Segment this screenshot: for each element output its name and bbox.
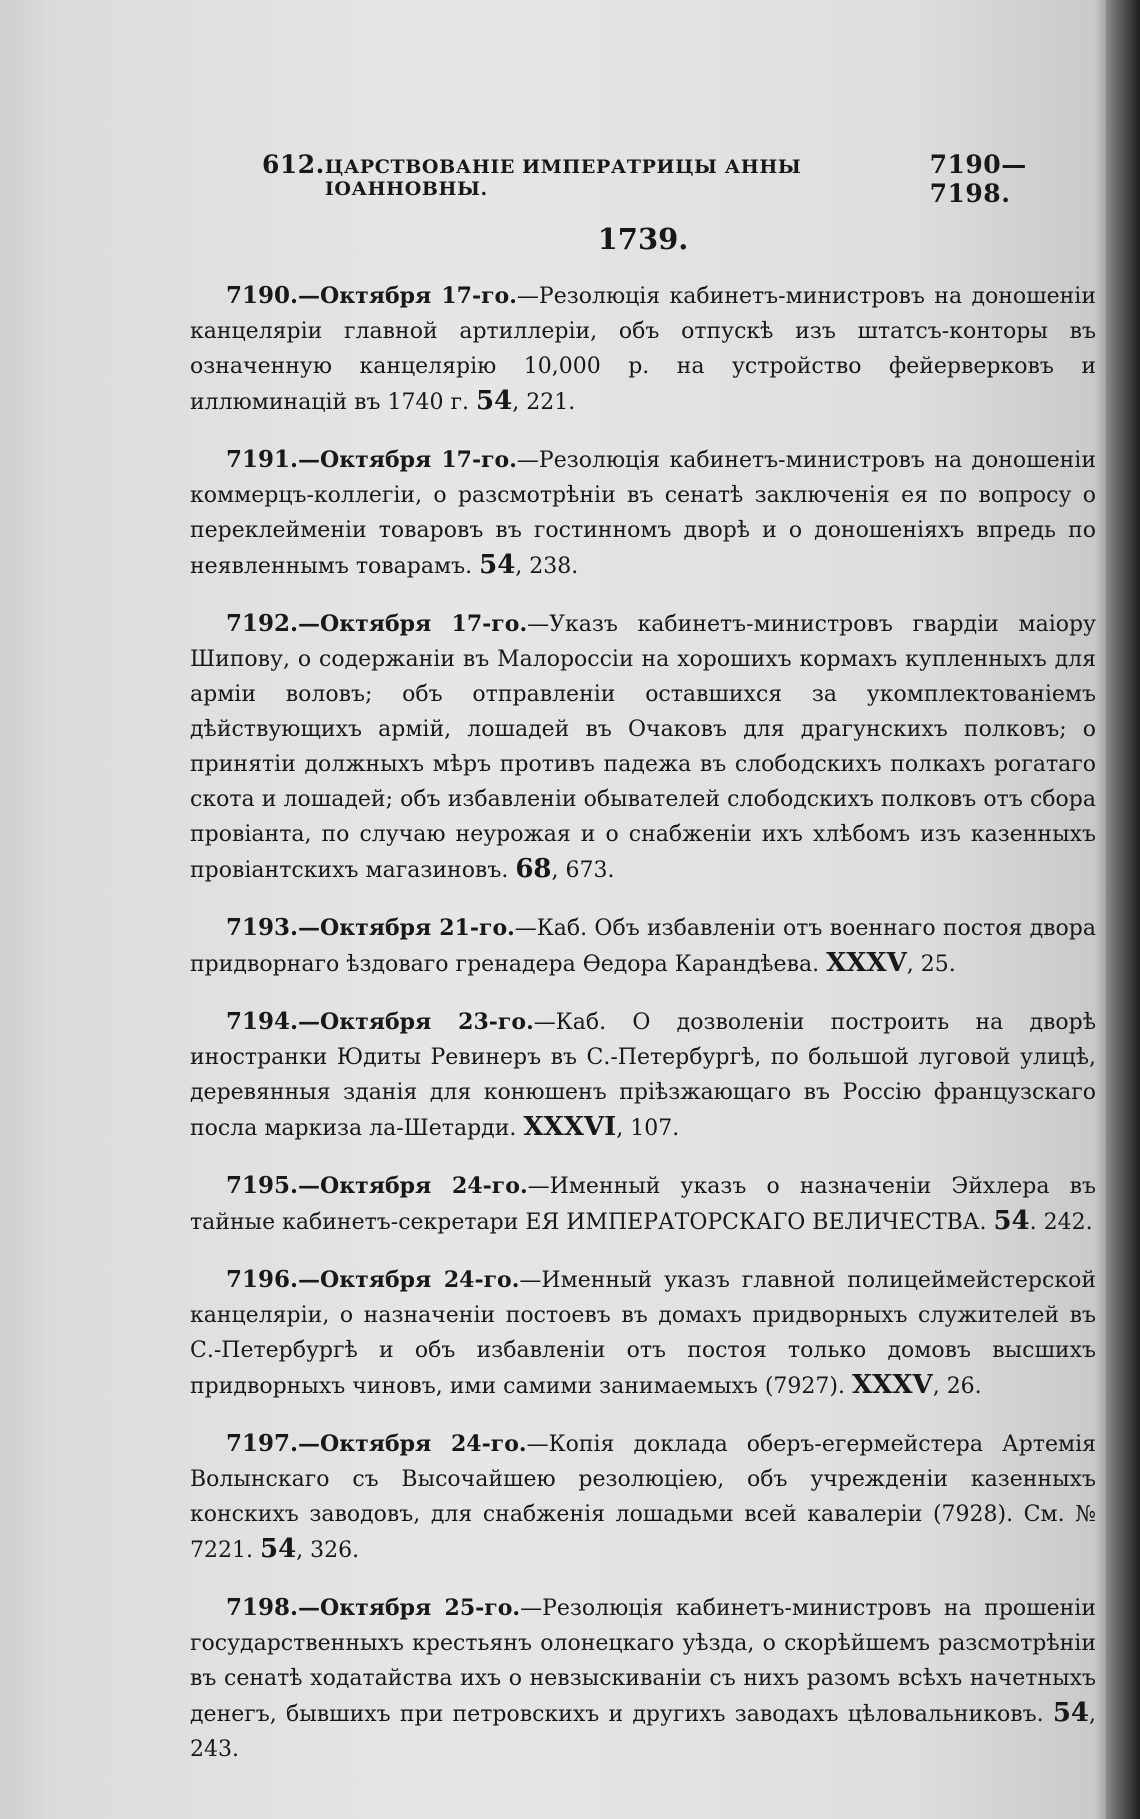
entry-7197 <box>190 1426 1096 1568</box>
entry-text: —Копія доклада оберъ-егермейстера Артемія Волынскаго съ Высочайшею резолюціею, объ учрежденіи казенныхъ конскихъ заводовъ, для снабженія лошадьми всей кавалеріи (7928). См. № 7221. <box>190 1432 1097 1563</box>
entry-date: —Октября 24-го. <box>298 1173 528 1199</box>
entry-volume-ref: 68 <box>515 854 552 884</box>
entry-7198 <box>190 1590 1096 1767</box>
entry-7193 <box>190 910 1096 982</box>
year-heading: 1739. <box>597 222 689 256</box>
entry-page-ref: , 238. <box>515 554 579 579</box>
entry-volume-ref: XXXV <box>826 948 907 978</box>
entry-volume-ref: 54 <box>1052 1698 1089 1728</box>
entry-7191 <box>190 442 1096 584</box>
entry-7196 <box>190 1262 1096 1404</box>
entry-range: 7190—7198. <box>929 150 1027 208</box>
entry-number: 7190. <box>226 282 299 309</box>
entry-volume-ref: 54 <box>259 1534 297 1564</box>
running-header <box>190 150 1096 208</box>
entry-date: —Октября 24-го. <box>298 1267 520 1293</box>
entry-date: —Октября 17-го. <box>298 611 528 637</box>
entry-page-ref: , 673. <box>551 858 615 883</box>
entry-date: —Октября 23-го. <box>298 1009 534 1035</box>
entry-page-ref: , 326. <box>296 1538 360 1563</box>
entry-page-ref: , 26. <box>932 1374 982 1399</box>
entry-date: —Октября 21-го. <box>298 915 515 941</box>
entry-number: 7194. <box>226 1008 299 1035</box>
entry-volume-ref: XXXVI <box>523 1112 617 1142</box>
entry-text: —Именный указъ главной полицеймейстерской канцеляріи, о назначеніи постоевъ въ домахъ придворныхъ служителей въ С.-Петербургѣ и объ избавленіи отъ постоя только домовъ высшихъ придворныхъ чиновъ, ими самими занимаемыхъ (7927). <box>190 1268 1096 1399</box>
entry-text: —Резолюція кабинетъ-министровъ на доношеніи коммерцъ-коллегіи, о разсмотрѣніи въ сенатѣ заключенія ея по вопросу о переклейменіи товаровъ въ гостинномъ дворѣ и о доношеніяхъ впредь по неявленнымъ товарамъ. <box>190 448 1097 579</box>
entry-volume-ref: XXXV <box>852 1370 933 1400</box>
entry-7190 <box>190 278 1096 420</box>
entry-number: 7196. <box>226 1266 299 1293</box>
entry-7194 <box>190 1004 1096 1146</box>
entry-page-ref: , 107. <box>616 1116 680 1141</box>
entry-number: 7197. <box>226 1430 299 1457</box>
entry-text: —Резолюція кабинетъ-министровъ на доношеніи канцеляріи главной артиллеріи, объ отпускѣ изъ штатсъ-конторы въ означенную канцелярію 10,000 р. на устройство фейерверковъ и иллюминацій въ 1740 г. <box>190 284 1097 415</box>
entry-number: 7192. <box>226 610 299 637</box>
entry-text: —Указъ кабинетъ-министровъ гвардіи маіору Шипову, о содержаніи въ Малороссіи на хорошихъ кормахъ купленныхъ для арміи воловъ; объ отправленіи оставшихся за укомплектованіемъ дѣйствующихъ армій, лошадей въ Очаковъ для драгунскихъ полковъ; о принятіи должныхъ мѣръ противъ падежа въ слободскихъ полкахъ рогатаго скота и лошадей; объ избавленіи обывателей слободскихъ полковъ отъ сбора провіанта, по случаю неурожая и о снабженіи ихъ хлѣбомъ изъ казенныхъ провіантскихъ магазиновъ. <box>190 612 1096 883</box>
entry-date: —Октября 24-го. <box>298 1431 527 1457</box>
page-content <box>190 150 1096 1789</box>
entry-text: —Резолюція кабинетъ-министровъ на прошеніи государственныхъ крестьянъ олонецкаго уѣзда, о скорѣйшемъ разсмотрѣніи въ сенатѣ ходатайства ихъ о невзыскиваніи съ нихъ разомъ всѣхъ начетныхъ денегъ, бывшихъ при петровскихъ и другихъ заводахъ цѣловальниковъ. <box>190 1596 1096 1727</box>
entry-volume-ref: 54 <box>993 1206 1030 1236</box>
entry-number: 7191. <box>226 446 299 473</box>
page-number: 612. <box>262 150 325 179</box>
entry-number: 7195. <box>226 1172 299 1199</box>
entry-date: —Октября 17-го. <box>298 283 517 309</box>
entry-volume-ref: 54 <box>479 550 516 580</box>
entry-date: —Октября 25-го. <box>298 1595 521 1621</box>
entry-7195 <box>190 1168 1096 1240</box>
entry-page-ref: , 25. <box>906 952 956 977</box>
entries-list <box>190 278 1096 1767</box>
entry-date: —Октября 17-го. <box>298 447 517 473</box>
entry-page-ref: , 221. <box>512 390 576 415</box>
entry-text: —Каб. О дозволеніи построить на дворѣ иностранки Юдиты Ревинеръ въ С.-Петербургѣ, по большой луговой улицѣ, деревянныя зданія для конюшенъ пріѣзжающаго въ Россію французскаго посла маркиза ла-Шетарди. <box>190 1010 1096 1141</box>
page-edge-shadow <box>1106 0 1140 1819</box>
entry-volume-ref: 54 <box>476 386 513 416</box>
entry-number: 7193. <box>226 914 299 941</box>
entry-text: —Именный указъ о назначеніи Эйхлера въ тайные кабинетъ-секретари ЕЯ ИМПЕРАТОРСКАГО ВЕЛИЧЕСТВА. <box>190 1174 1096 1235</box>
entry-7192 <box>190 606 1096 888</box>
entry-number: 7198. <box>226 1594 299 1621</box>
entry-page-ref: . 242. <box>1029 1210 1093 1235</box>
entry-text: —Каб. Объ избавленіи отъ военнаго постоя двора придворнаго ѣздоваго гренадера Ѳедора Карандѣева. <box>190 916 1097 977</box>
entry-page-ref: , 243. <box>190 1702 1096 1762</box>
running-title: ЦАРСТВОВАНІЕ ИМПЕРАТРИЦЫ АННЫ ІОАННОВНЫ. <box>324 156 802 200</box>
